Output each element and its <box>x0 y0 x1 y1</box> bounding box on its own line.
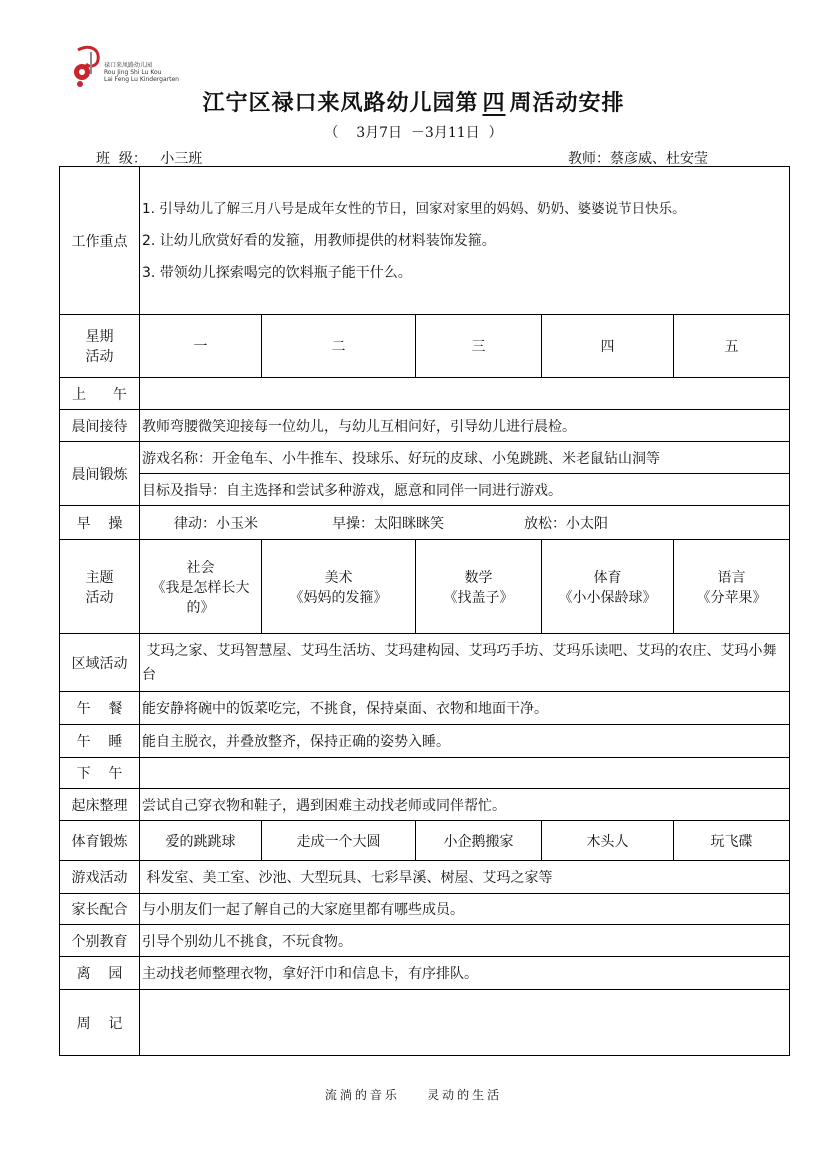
reception-label: 晨间接待 <box>60 410 140 442</box>
table-row <box>60 634 790 692</box>
theme-cell-language: 语言 《分苹果》 <box>674 540 790 634</box>
pe-cell: 走成一个大圆 <box>262 821 416 861</box>
table-row <box>60 692 790 725</box>
drill-exercise: 早操：太阳眯眯笑 <box>332 515 444 532</box>
theme-label: 主题 活动 <box>60 540 140 634</box>
weekday-tuesday: 二 <box>262 315 416 378</box>
wakeup-label: 起床整理 <box>60 789 140 821</box>
logo-text-line: Rou Jing Shi Lu Kou <box>104 69 162 76</box>
table-row <box>60 894 790 925</box>
morning-drill-label: 早 操 <box>60 506 140 540</box>
theme-cell-pe: 体育 《小小保龄球》 <box>542 540 674 634</box>
table-row <box>60 315 790 378</box>
area-text: 艾玛之家、艾玛智慧屋、艾玛生活坊、艾玛建构园、艾玛巧手坊、艾玛乐读吧、艾玛的农庄、艾玛小舞台 <box>140 634 790 692</box>
table-row <box>60 725 790 758</box>
lunch-label: 午 餐 <box>60 692 140 725</box>
wakeup-text: 尝试自己穿衣物和鞋子，遇到困难主动找老师或同伴帮忙。 <box>140 789 790 821</box>
table-row <box>60 925 790 957</box>
title-prefix: 江宁区禄口来凤路幼儿园第 <box>202 90 479 116</box>
logo-text-line: 禄口来凤路幼儿园 <box>104 62 153 69</box>
pe-cell: 木头人 <box>542 821 674 861</box>
morning-section-blank <box>140 378 790 410</box>
individual-text: 引导个别幼儿不挑食，不玩食物。 <box>140 925 790 957</box>
leave-label: 离 园 <box>60 957 140 990</box>
table-row <box>60 821 790 861</box>
weekday-thursday: 四 <box>542 315 674 378</box>
exercise-goals: 目标及指导：自主选择和尝试多种游戏，愿意和同伴一同进行游戏。 <box>140 474 790 506</box>
footer-slogan: 流淌的音乐 灵动的生活 <box>324 1088 503 1102</box>
weekday-monday: 一 <box>140 315 262 378</box>
table-row <box>60 378 790 410</box>
table-row <box>60 442 790 474</box>
weekday-wednesday: 三 <box>416 315 542 378</box>
theme-cell-art: 美术 《妈妈的发箍》 <box>262 540 416 634</box>
class-label: 班 级： 小三班 <box>96 151 203 167</box>
weekly-notes <box>140 990 790 1056</box>
table-row <box>60 540 790 634</box>
week-number: 四 <box>482 90 506 116</box>
title-suffix: 周活动安排 <box>509 90 625 116</box>
theme-cell-math: 数学 《找盖子》 <box>416 540 542 634</box>
drill-rhythm: 律动：小玉米 <box>174 515 258 532</box>
weekly-label: 周 记 <box>60 990 140 1056</box>
nap-label: 午 睡 <box>60 725 140 758</box>
table-row <box>60 506 790 540</box>
focus-item: 3. 带领幼儿探索喝完的饮料瓶子能干什么。 <box>142 264 412 281</box>
focus-items <box>140 167 790 315</box>
parents-label: 家长配合 <box>60 894 140 925</box>
exercise-games: 游戏名称：开金龟车、小牛推车、投球乐、好玩的皮球、小兔跳跳、米老鼠钻山洞等 <box>140 442 790 474</box>
games-text: 科发室、美工室、沙池、大型玩具、七彩旱溪、树屋、艾玛之家等 <box>140 861 790 894</box>
afternoon-section-blank <box>140 758 790 789</box>
date-range: （ 3月7日 －3月11日 ） <box>324 125 503 141</box>
schedule-table <box>59 166 790 1056</box>
morning-drill-cell <box>140 506 790 540</box>
table-row <box>60 789 790 821</box>
weekday-friday: 五 <box>674 315 790 378</box>
afternoon-section-label: 下 午 <box>60 758 140 789</box>
parents-text: 与小朋友们一起了解自己的大家庭里都有哪些成员。 <box>140 894 790 925</box>
morning-section-label: 上 午 <box>60 378 140 410</box>
drill-relax: 放松：小太阳 <box>524 515 608 532</box>
weekday-header-label: 星期 活动 <box>60 315 140 378</box>
pe-cell: 爱的跳跳球 <box>140 821 262 861</box>
theme-cell-social: 社会 《我是怎样长大的》 <box>140 540 262 634</box>
teacher-label: 教师：蔡彦威、杜安莹 <box>568 151 708 167</box>
pe-label: 体育锻炼 <box>60 821 140 861</box>
table-row <box>60 474 790 506</box>
leave-text: 主动找老师整理衣物，拿好汗巾和信息卡，有序排队。 <box>140 957 790 990</box>
page-title <box>0 86 827 117</box>
games-label: 游戏活动 <box>60 861 140 894</box>
reception-text: 教师弯腰微笑迎接每一位幼儿，与幼儿互相问好，引导幼儿进行晨检。 <box>140 410 790 442</box>
focus-item: 2. 让幼儿欣赏好看的发箍，用教师提供的材料装饰发箍。 <box>142 232 496 249</box>
exercise-label: 晨间锻炼 <box>60 442 140 506</box>
nap-text: 能自主脱衣，并叠放整齐，保持正确的姿势入睡。 <box>140 725 790 758</box>
table-row <box>60 167 790 315</box>
pe-cell: 玩飞碟 <box>674 821 790 861</box>
lunch-text: 能安静将碗中的饭菜吃完，不挑食，保持桌面、衣物和地面干净。 <box>140 692 790 725</box>
table-row <box>60 758 790 789</box>
table-row <box>60 410 790 442</box>
pe-cell: 小企鹅搬家 <box>416 821 542 861</box>
logo-text-line: Lai Feng Lu Kindergarten <box>104 76 179 83</box>
table-row <box>60 990 790 1056</box>
table-row <box>60 957 790 990</box>
table-row <box>60 861 790 894</box>
area-label: 区域活动 <box>60 634 140 692</box>
individual-label: 个别教育 <box>60 925 140 957</box>
focus-label: 工作重点 <box>60 167 140 315</box>
logo-text <box>104 62 179 83</box>
focus-item: 1. 引导幼儿了解三月八号是成年女性的节日，回家对家里的妈妈、奶奶、婆婆说节日快乐。 <box>142 200 686 217</box>
